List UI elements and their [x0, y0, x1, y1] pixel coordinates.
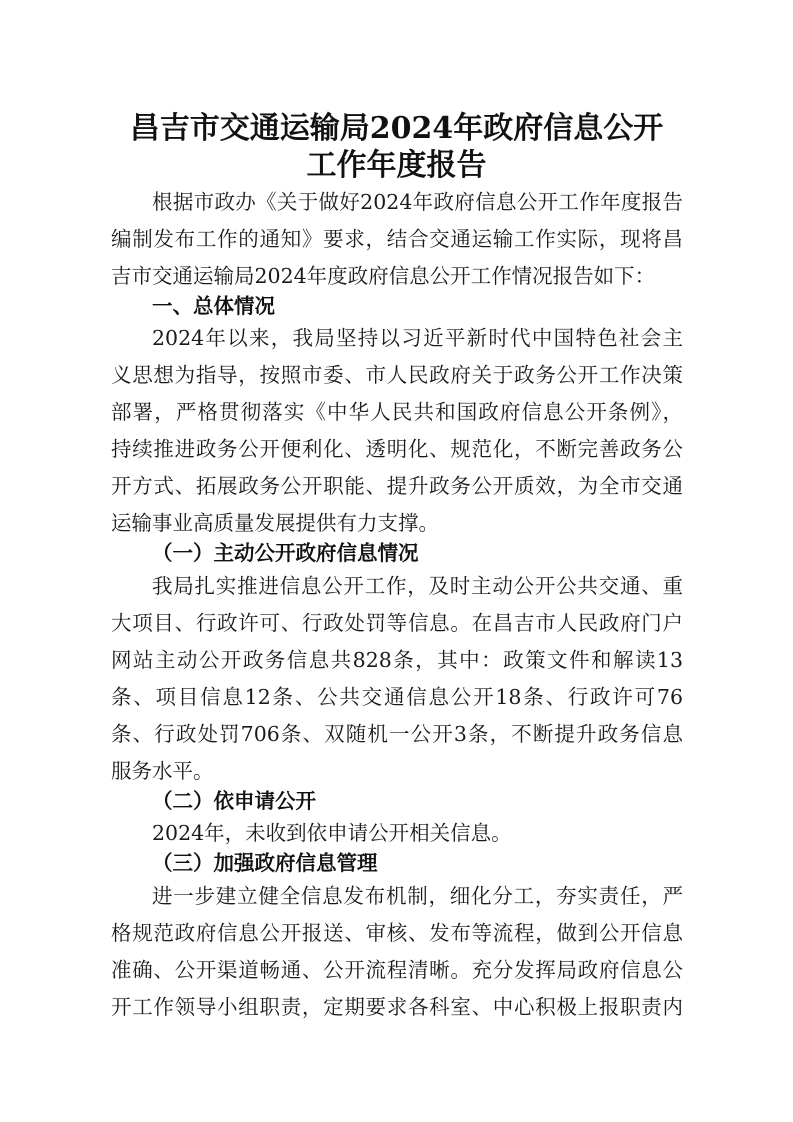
section-heading-active-disclosure: （一）主动公开政府信息情况 — [152, 541, 419, 565]
section-heading-info-management: （三）加强政府信息管理 — [152, 851, 378, 875]
paragraph-line: 我局扎实推进信息公开工作，及时主动公开公共交通、重 — [152, 574, 683, 598]
section-heading-overall: 一、总体情况 — [152, 294, 275, 318]
paragraph-line: 条、项目信息12条、公共交通信息公开18条、行政许可76 — [111, 685, 683, 709]
paragraph-line: 进一步建立健全信息发布机制，细化分工，夯实责任，严 — [152, 884, 683, 908]
paragraph-line: 开方式、拓展政务公开职能、提升政务公开质效，为全市交通 — [111, 474, 683, 498]
paragraph-line: 义思想为指导，按照市委、市人民政府关于政务公开工作决策 — [111, 363, 683, 387]
document-title-line-1: 昌吉市交通运输局2024年政府信息公开 — [129, 111, 664, 146]
paragraph-line: 准确、公开渠道畅通、公开流程清晰。充分发挥局政府信息公 — [111, 958, 683, 982]
paragraph-line: 吉市交通运输局2024年度政府信息公开工作情况报告如下： — [111, 264, 656, 288]
paragraph-line: 服务水平。 — [111, 759, 214, 783]
paragraph-line: 根据市政办《关于做好2024年政府信息公开工作年度报告 — [152, 190, 683, 214]
paragraph-line: 大项目、行政许可、行政处罚等信息。在昌吉市人民政府门户 — [111, 611, 683, 635]
document-title-line-2: 工作年度报告 — [306, 148, 487, 183]
paragraph-line: 开工作领导小组职责，定期要求各科室、中心积极上报职责内 — [111, 995, 683, 1019]
paragraph-line: 编制发布工作的通知》要求，结合交通运输工作实际，现将昌 — [111, 227, 683, 251]
paragraph-line: 部署，严格贯彻落实《中华人民共和国政府信息公开条例》， — [111, 400, 683, 424]
paragraph-line: 运输事业高质量发展提供有力支撑。 — [111, 511, 439, 535]
paragraph-line: 网站主动公开政务信息共828条，其中：政策文件和解读13 — [111, 648, 683, 672]
paragraph-line: 格规范政府信息公开报送、审核、发布等流程，做到公开信息 — [111, 921, 683, 945]
paragraph-line: 2024年，未收到依申请公开相关信息。 — [152, 821, 512, 845]
paragraph-line: 条、行政处罚706条、双随机一公开3条，不断提升政务信息 — [111, 722, 683, 746]
paragraph-line: 持续推进政务公开便利化、透明化、规范化，不断完善政务公 — [111, 437, 683, 461]
paragraph-line: 2024年以来，我局坚持以习近平新时代中国特色社会主 — [152, 326, 683, 350]
section-heading-request-disclosure: （二）依申请公开 — [152, 789, 316, 813]
